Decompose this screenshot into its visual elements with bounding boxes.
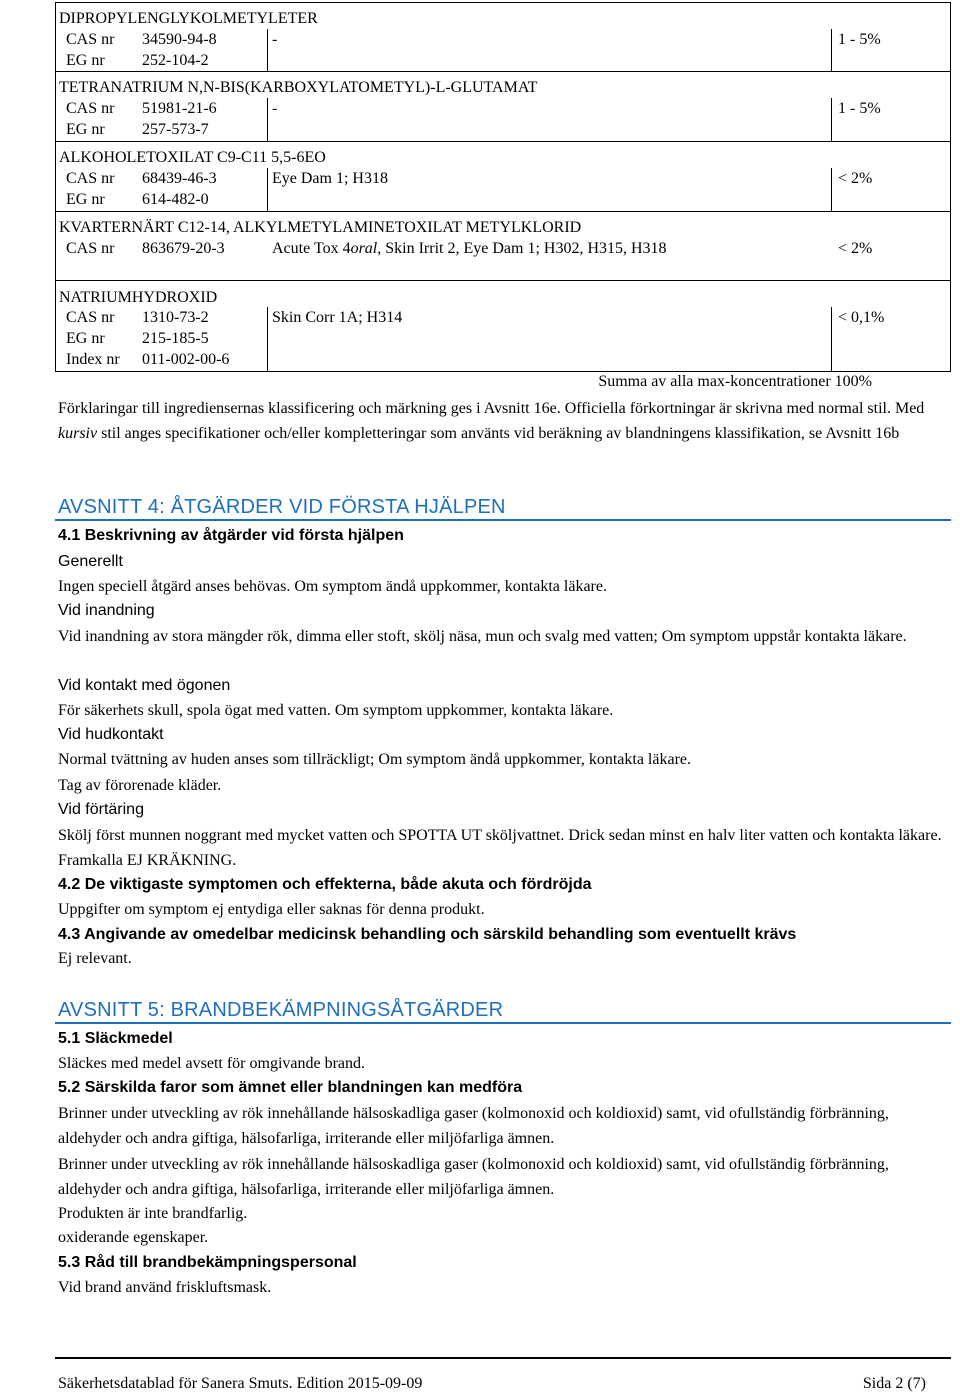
ingredient-classification: Eye Dam 1; H318 [267, 168, 388, 211]
hazard-text-3: Produkten är inte brandfarlig. [58, 1205, 248, 1222]
ingredient-concentration: < 0,1% [831, 307, 884, 371]
hazard-text-1: Brinner under utveckling av rök innehållande hälsoskadliga gaser (kolmonoxid och koldioxid) samt, vid ofullständig förbränning, aldehyder och andra giftiga, hälsofarliga, irriterande eller miljöfarliga ämnen. [58, 1105, 889, 1147]
ingredient-name: NATRIUMHYDROXID [59, 289, 218, 306]
ingestion-text: Skölj först munnen noggrant med mycket vatten och SPOTTA UT sköljvattnet. Drick sedan minst en halv liter vatten och kontakta läkare. Framkalla EJ KRÄKNING. [58, 827, 942, 869]
ingredient-ids: CAS nr 68439-46-3 EG nr 614-482-0 [66, 170, 217, 208]
skin-contact-text-2: Tag av förorenade kläder. [58, 777, 222, 794]
ingredient-concentration: < 2% [838, 240, 873, 257]
section-4-title: AVSNITT 4: ÅTGÄRDER VID FÖRSTA HJÄLPEN [58, 496, 506, 518]
section-5-title: AVSNITT 5: BRANDBEKÄMPNINGSÅTGÄRDER [58, 999, 504, 1021]
sum-line: Summa av alla max-koncentrationer 100% [598, 373, 872, 390]
inhalation-text: Vid inandning av stora mängder rök, dimma eller stoft, skölj näsa, mun och svalg med vatten; Om symptom uppstår kontakta läkare. [58, 628, 907, 645]
ingredient-ids: CAS nr 51981-21-6 EG nr 257-573-7 [66, 100, 217, 138]
ingredient-ids: CAS nr 34590-94-8 EG nr 252-104-2 [66, 31, 217, 69]
ingredient-name: DIPROPYLENGLYKOLMETYLETER [59, 10, 318, 27]
section-4-2-heading: 4.2 De viktigaste symptomen och effekterna, både akuta och fördröjda [58, 876, 592, 893]
ingredient-ids: CAS nr 1310-73-2 EG nr 215-185-5 Index nr 011-002-00-6 [66, 309, 230, 368]
general-text: Ingen speciell åtgärd anses behövas. Om symptom ändå uppkommer, kontakta läkare. [58, 578, 607, 595]
ingredient-classification: Acute Tox 4oral, Skin Irrit 2, Eye Dam 1; H302, H315, H318 [272, 240, 667, 257]
ingredient-name: TETRANATRIUM N,N-BIS(KARBOXYLATOMETYL)-L-GLUTAMAT [59, 79, 538, 96]
page-footer [55, 1357, 951, 1392]
hazard-text-4: oxiderande egenskaper. [58, 1229, 209, 1246]
ingredient-concentration: 1 - 5% [831, 29, 881, 72]
ingredient-name: ALKOHOLETOXILAT C9-C11 5,5-6EO [59, 149, 326, 166]
ingredient-table [55, 2, 951, 372]
ingestion-label: Vid förtäring [58, 801, 144, 818]
inhalation-label: Vid inandning [58, 602, 155, 619]
skin-contact-label: Vid hudkontakt [58, 726, 164, 743]
footer-document-info: Säkerhetsdatablad för Sanera Smuts. Edition 2015-09-09 [58, 1375, 423, 1392]
section-5-2-heading: 5.2 Särskilda faror som ämnet eller blandningen kan medföra [58, 1079, 523, 1096]
section-5-1-text: Släckes med medel avsett för omgivande brand. [58, 1055, 366, 1072]
ingredient-block [55, 2, 951, 72]
footer-page-number: Sida 2 (7) [862, 1375, 926, 1392]
section-4-3-text: Ej relevant. [58, 950, 132, 967]
ingredient-concentration: < 2% [831, 168, 872, 211]
ingredient-name: KVARTERNÄRT C12-14, ALKYLMETYLAMINETOXILAT METYLKLORID [59, 219, 582, 236]
section-4-header [55, 495, 951, 521]
section-5-3-text: Vid brand använd friskluftsmask. [58, 1279, 272, 1296]
ingredient-block [55, 212, 951, 281]
ingredient-concentration: 1 - 5% [831, 98, 881, 141]
ingredient-ids: CAS nr 863679-20-3 [66, 240, 225, 257]
section-4-2-text: Uppgifter om symptom ej entydiga eller saknas för denna produkt. [58, 901, 485, 918]
eye-contact-label: Vid kontakt med ögonen [58, 677, 231, 694]
explanation-text: Förklaringar till ingrediensernas klassificering och märkning ges i Avsnitt 16e. Officiella förkortningar är skrivna med normal stil. Med kursiv stil anges specifikationer och/eller kompletteringar som använts vid beräkning av blandningens klassifikation, se Avsnitt 16b [58, 400, 925, 442]
ingredient-classification: Skin Corr 1A; H314 [267, 307, 402, 371]
hazard-text-2: Brinner under utveckling av rök innehållande hälsoskadliga gaser (kolmonoxid och koldioxid) samt, vid ofullständig förbränning, aldehyder och andra giftiga, hälsofarliga, irriterande eller miljöfarliga ämnen. [58, 1156, 889, 1198]
section-5-1-heading: 5.1 Släckmedel [58, 1030, 173, 1047]
eye-contact-text: För säkerhets skull, spola ögat med vatten. Om symptom uppkommer, kontakta läkare. [58, 702, 614, 719]
section-4-1-heading: 4.1 Beskrivning av åtgärder vid första hjälpen [58, 527, 404, 544]
ingredient-block [55, 72, 951, 142]
section-5-header [55, 998, 951, 1024]
ingredient-block [55, 281, 951, 372]
section-4-3-heading: 4.3 Angivande av omedelbar medicinsk behandling och särskild behandling som eventuellt krävs [58, 926, 797, 943]
ingredient-classification: - [267, 29, 277, 72]
general-label: Generellt [58, 553, 123, 570]
section-5-3-heading: 5.3 Råd till brandbekämpningspersonal [58, 1254, 357, 1271]
ingredient-classification: - [267, 98, 277, 141]
skin-contact-text: Normal tvättning av huden anses som tillräckligt; Om symptom ändå uppkommer, kontakta läkare. [58, 751, 691, 768]
ingredient-block [55, 142, 951, 212]
